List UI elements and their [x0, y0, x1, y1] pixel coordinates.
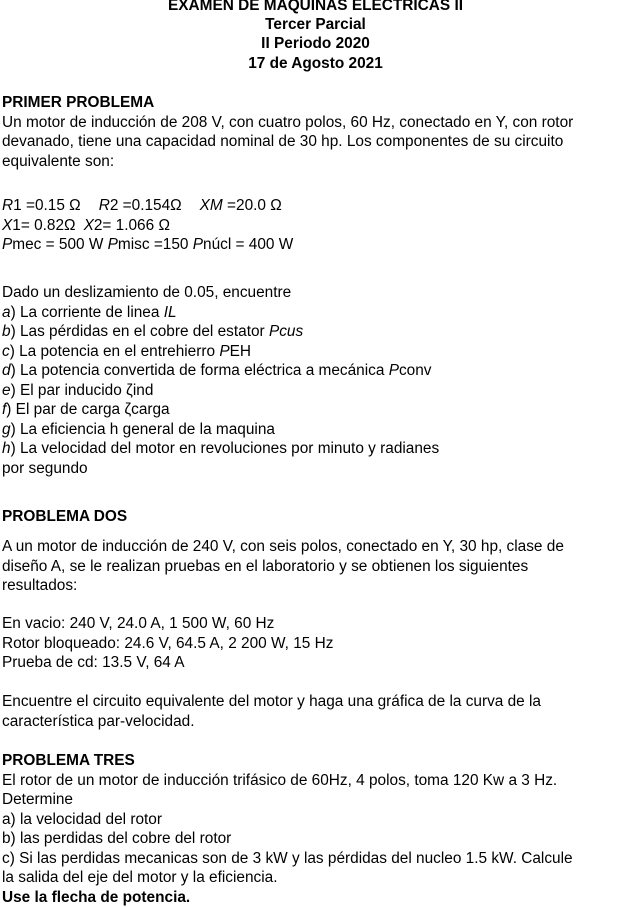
question-b: [2, 322, 629, 342]
x1-symbol: X: [2, 216, 13, 234]
question-text: ) La eficiencia h general de la maquina: [10, 420, 275, 438]
question-text: ) La potencia en el entrehierro: [9, 342, 220, 360]
r1-value: 1 =0.15 Ω: [13, 197, 81, 214]
problem-two-task: [2, 692, 629, 731]
question-variable: IL: [163, 303, 177, 321]
pnucl-symbol: P: [192, 236, 204, 253]
parameter-line-reactances: [2, 216, 629, 236]
problem-two-task-line: característica par-velocidad.: [2, 712, 195, 730]
problem-two: [2, 507, 629, 527]
exam-partial: Tercer Parcial: [265, 16, 366, 34]
question-f: [2, 400, 629, 420]
question-text: ) El par inducido ζind: [10, 381, 154, 399]
problem-three-closing: Use la flecha de potencia.: [2, 888, 191, 906]
question-letter: a: [2, 303, 11, 321]
problem-two-statement: [2, 537, 629, 596]
pmec-value: mec = 500 W: [12, 236, 108, 253]
r2-value: 2 =0.154Ω: [109, 197, 182, 214]
test-dc: Prueba de cd: 13.5 V, 64 A: [2, 654, 185, 671]
pmisc-symbol: P: [107, 236, 118, 253]
parameter-line-losses: [2, 235, 629, 255]
question-h: [2, 439, 629, 459]
exam-header: [0, 0, 631, 73]
problem-three-heading: PROBLEMA TRES: [2, 752, 135, 769]
problem-three-item-c: c) Si las perdidas mecanicas son de 3 kW y las pérdidas del nucleo 1.5 kW. Calcule: [2, 849, 573, 867]
problem-one-statement-line: equivalente son:: [2, 152, 115, 170]
test-results: [2, 614, 629, 673]
problem-two-task-line: Encuentre el circuito equivalente del motor y haga una gráfica de la curva de la: [2, 693, 541, 710]
problem-three-statement: El rotor de un motor de inducción trifásico de 60Hz, 4 polos, toma 120 Kw a 3 Hz.: [2, 771, 558, 789]
question-variable-suffix: conv: [398, 362, 432, 379]
question-letter: d: [2, 362, 11, 379]
problem-one: [2, 93, 629, 171]
r1-symbol: R: [2, 197, 14, 214]
test-no-load: En vacio: 240 V, 24.0 A, 1 500 W, 60 Hz: [2, 615, 275, 632]
r2-symbol: R: [98, 197, 110, 214]
problem-one-statement-line: Un motor de inducción de 208 V, con cuatro polos, 60 Hz, conectado en Y, con rotor: [2, 113, 574, 131]
question-variable: P: [219, 342, 230, 360]
question-a: [2, 303, 629, 323]
question-letter: g: [2, 420, 11, 438]
question-letter: e: [2, 381, 11, 399]
problem-three-item-a: a) la velocidad del rotor: [2, 810, 162, 828]
question-variable: Pcus: [268, 323, 304, 340]
xm-value: =20.0 Ω: [222, 197, 282, 214]
question-letter: b: [2, 323, 11, 340]
problem-two-statement-line: resultados:: [2, 577, 78, 594]
problem-one-statement-line: devanado, tiene una capacidad nominal de 30 hp. Los componentes de su circuito: [2, 133, 564, 150]
problem-three-item-b: b) las perdidas del cobre del rotor: [2, 830, 232, 847]
exam-period: II Periodo 2020: [261, 35, 370, 53]
pmisc-value: misc =150: [117, 236, 193, 253]
circuit-parameters: [2, 196, 629, 255]
question-e: [2, 381, 629, 401]
problem-three-determine: Determine: [2, 791, 73, 808]
question-c: [2, 342, 629, 362]
problem-one-heading: PRIMER PROBLEMA: [2, 94, 155, 111]
problem-two-heading: PROBLEMA DOS: [2, 508, 128, 525]
question-h-continuation: por segundo: [2, 459, 88, 477]
xm-symbol: XM: [199, 197, 223, 214]
question-text: ) Las pérdidas en el cobre del estator: [10, 323, 269, 340]
test-locked-rotor: Rotor bloqueado: 24.6 V, 64.5 A, 2 200 W, 15 Hz: [2, 634, 334, 652]
problem-two-statement-line: diseño A, se le realizan pruebas en el laboratorio y se obtienen los siguientes: [2, 557, 529, 575]
x2-symbol: X: [83, 216, 94, 234]
question-letter: f: [2, 401, 7, 418]
question-text: ) La corriente de linea: [10, 303, 164, 321]
question-text: ) El par de carga ζcarga: [6, 401, 170, 418]
parameter-line-resistances: [2, 196, 629, 216]
question-variable: P: [388, 362, 399, 379]
exam-title: EXAMEN DE MAQUINAS ELECTRICAS II: [167, 0, 463, 14]
exam-date: 17 de Agosto 2021: [248, 54, 383, 72]
question-letter: h: [2, 440, 11, 457]
question-text: ) La potencia convertida de forma eléctrica a mecánica: [10, 362, 389, 379]
x1-value: 1= 0.82Ω: [12, 216, 76, 234]
given-slip: Dado un deslizamiento de 0.05, encuentre: [2, 284, 292, 301]
question-d: [2, 361, 629, 381]
problem-three-item-c-continuation: la salida del eje del motor y la eficiencia.: [2, 869, 278, 886]
question-g: [2, 420, 629, 440]
pnucl-value: núcl = 400 W: [203, 236, 294, 253]
question-text: ) La velocidad del motor en revoluciones por minuto y radianes: [10, 440, 440, 457]
pmec-symbol: P: [2, 236, 13, 253]
question-letter: c: [2, 342, 10, 360]
problem-one-questions: [2, 283, 629, 478]
problem-two-statement-line: A un motor de inducción de 240 V, con seis polos, conectado en Y, 30 hp, clase de: [2, 538, 564, 555]
x2-value: 2= 1.066 Ω: [93, 216, 170, 234]
question-variable-suffix: EH: [229, 342, 251, 360]
problem-three: [2, 751, 629, 907]
